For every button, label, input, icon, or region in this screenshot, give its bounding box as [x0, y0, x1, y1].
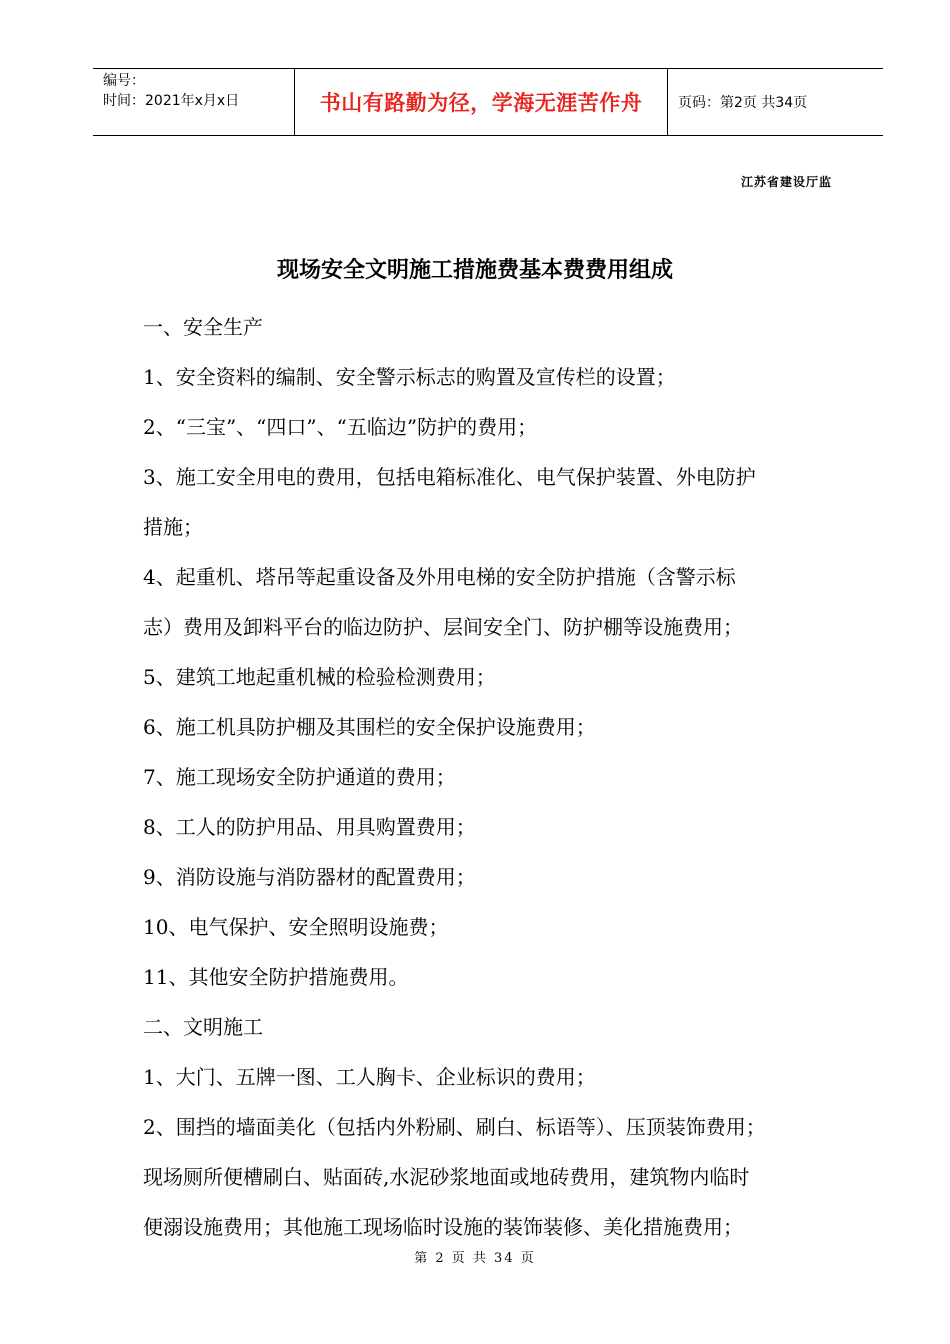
page-footer: 第 2 页 共 34 页	[414, 1251, 536, 1266]
document-header	[93, 68, 883, 136]
number-label: 编号：	[103, 73, 145, 89]
body-line: 便溺设施费用；其他施工现场临时设施的装饰装修、美化措施费用；	[143, 1215, 743, 1239]
document-body	[143, 302, 843, 1252]
body-line: 措施；	[143, 515, 203, 539]
body-line: 现场厕所便槽刷白、贴面砖,水泥砂浆地面或地砖费用，建筑物内临时	[143, 1165, 750, 1189]
body-line: 志）费用及卸料平台的临边防护、层间安全门、防护棚等设施费用；	[143, 615, 743, 639]
body-line: 2、围挡的墙面美化（包括内外粉刷、刷白、标语等）、压顶装饰费用；	[143, 1115, 766, 1139]
body-line: 7、施工现场安全防护通道的费用；	[143, 765, 456, 789]
body-line: 10、电气保护、安全照明设施费；	[143, 915, 449, 939]
header-meta-cell	[93, 69, 295, 135]
header-page-cell	[668, 69, 883, 135]
body-line: 11、其他安全防护措施费用。	[143, 965, 409, 989]
motto-text: 书山有路勤为径，学海无涯苦作舟	[319, 91, 643, 115]
body-line: 二、文明施工	[143, 1015, 263, 1039]
body-line: 一、安全生产	[143, 315, 263, 339]
header-motto-cell	[295, 69, 668, 135]
document-title: 现场安全文明施工措施费基本费费用组成	[276, 258, 673, 283]
body-line: 5、建筑工地起重机械的检验检测费用；	[143, 665, 496, 689]
body-line: 4、起重机、塔吊等起重设备及外用电梯的安全防护措施（含警示标	[143, 565, 736, 589]
body-line: 9、消防设施与消防器材的配置费用；	[143, 865, 476, 889]
page-info: 页码：第2页 共34页	[678, 95, 808, 111]
organization-name: 江苏省建设厅监	[740, 175, 832, 189]
body-line: 6、施工机具防护棚及其围栏的安全保护设施费用；	[143, 715, 596, 739]
body-line: 2、“三宝”、“四口”、“五临边”防护的费用；	[143, 415, 538, 439]
body-line: 8、工人的防护用品、用具购置费用；	[143, 815, 476, 839]
body-line: 1、大门、五牌一图、工人胸卡、企业标识的费用；	[143, 1065, 596, 1089]
body-line: 3、施工安全用电的费用，包括电箱标准化、电气保护装置、外电防护	[143, 465, 756, 489]
time-label: 时间：2021年x月x日	[103, 93, 240, 109]
body-line: 1、安全资料的编制、安全警示标志的购置及宣传栏的设置；	[143, 365, 676, 389]
